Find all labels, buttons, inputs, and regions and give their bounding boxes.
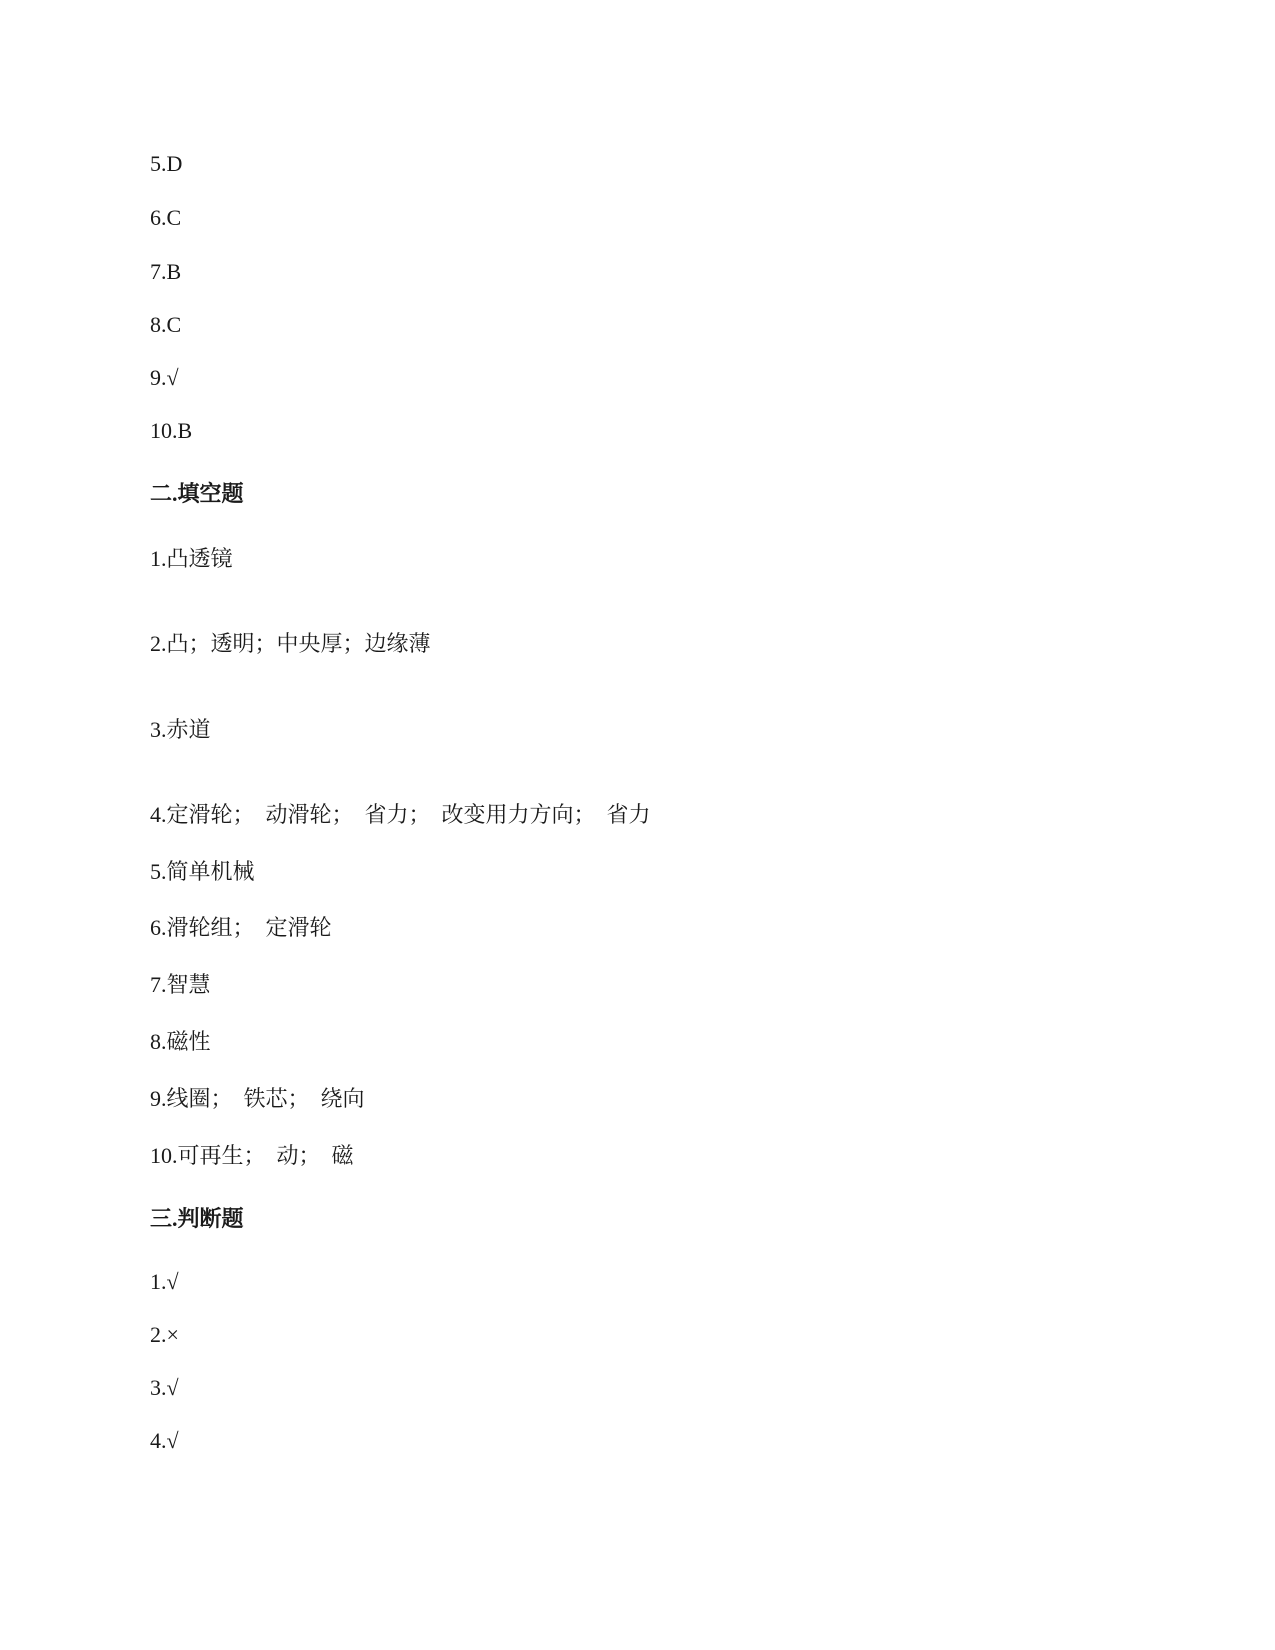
answer-item: 6.滑轮组； 定滑轮	[150, 915, 332, 940]
answer-item: 10.可再生； 动； 磁	[150, 1143, 354, 1168]
answer-item: 2.凸；透明；中央厚；边缘薄	[150, 631, 431, 656]
answer-item: 6.C	[150, 205, 182, 230]
answer-item: 2.×	[150, 1322, 179, 1347]
section-heading: 二.填空题	[150, 481, 244, 506]
answer-item: 4.√	[150, 1428, 179, 1453]
answer-item: 3.√	[150, 1375, 179, 1400]
answer-item: 10.B	[150, 418, 193, 443]
answer-item: 9.线圈； 铁芯； 绕向	[150, 1086, 365, 1111]
answer-item: 8.C	[150, 312, 182, 337]
answer-item: 7.智慧	[150, 972, 211, 997]
answer-item: 1.凸透镜	[150, 546, 233, 571]
answer-item: 8.磁性	[150, 1029, 211, 1054]
answer-item: 4.定滑轮； 动滑轮； 省力； 改变用力方向； 省力	[150, 802, 651, 827]
answer-item: 3.赤道	[150, 717, 211, 742]
answer-item: 9.√	[150, 365, 179, 390]
answer-item: 7.B	[150, 259, 182, 284]
answer-item: 5.简单机械	[150, 859, 255, 884]
answer-item: 5.D	[150, 151, 183, 176]
answer-item: 1.√	[150, 1269, 179, 1294]
section-heading: 三.判断题	[150, 1206, 244, 1231]
